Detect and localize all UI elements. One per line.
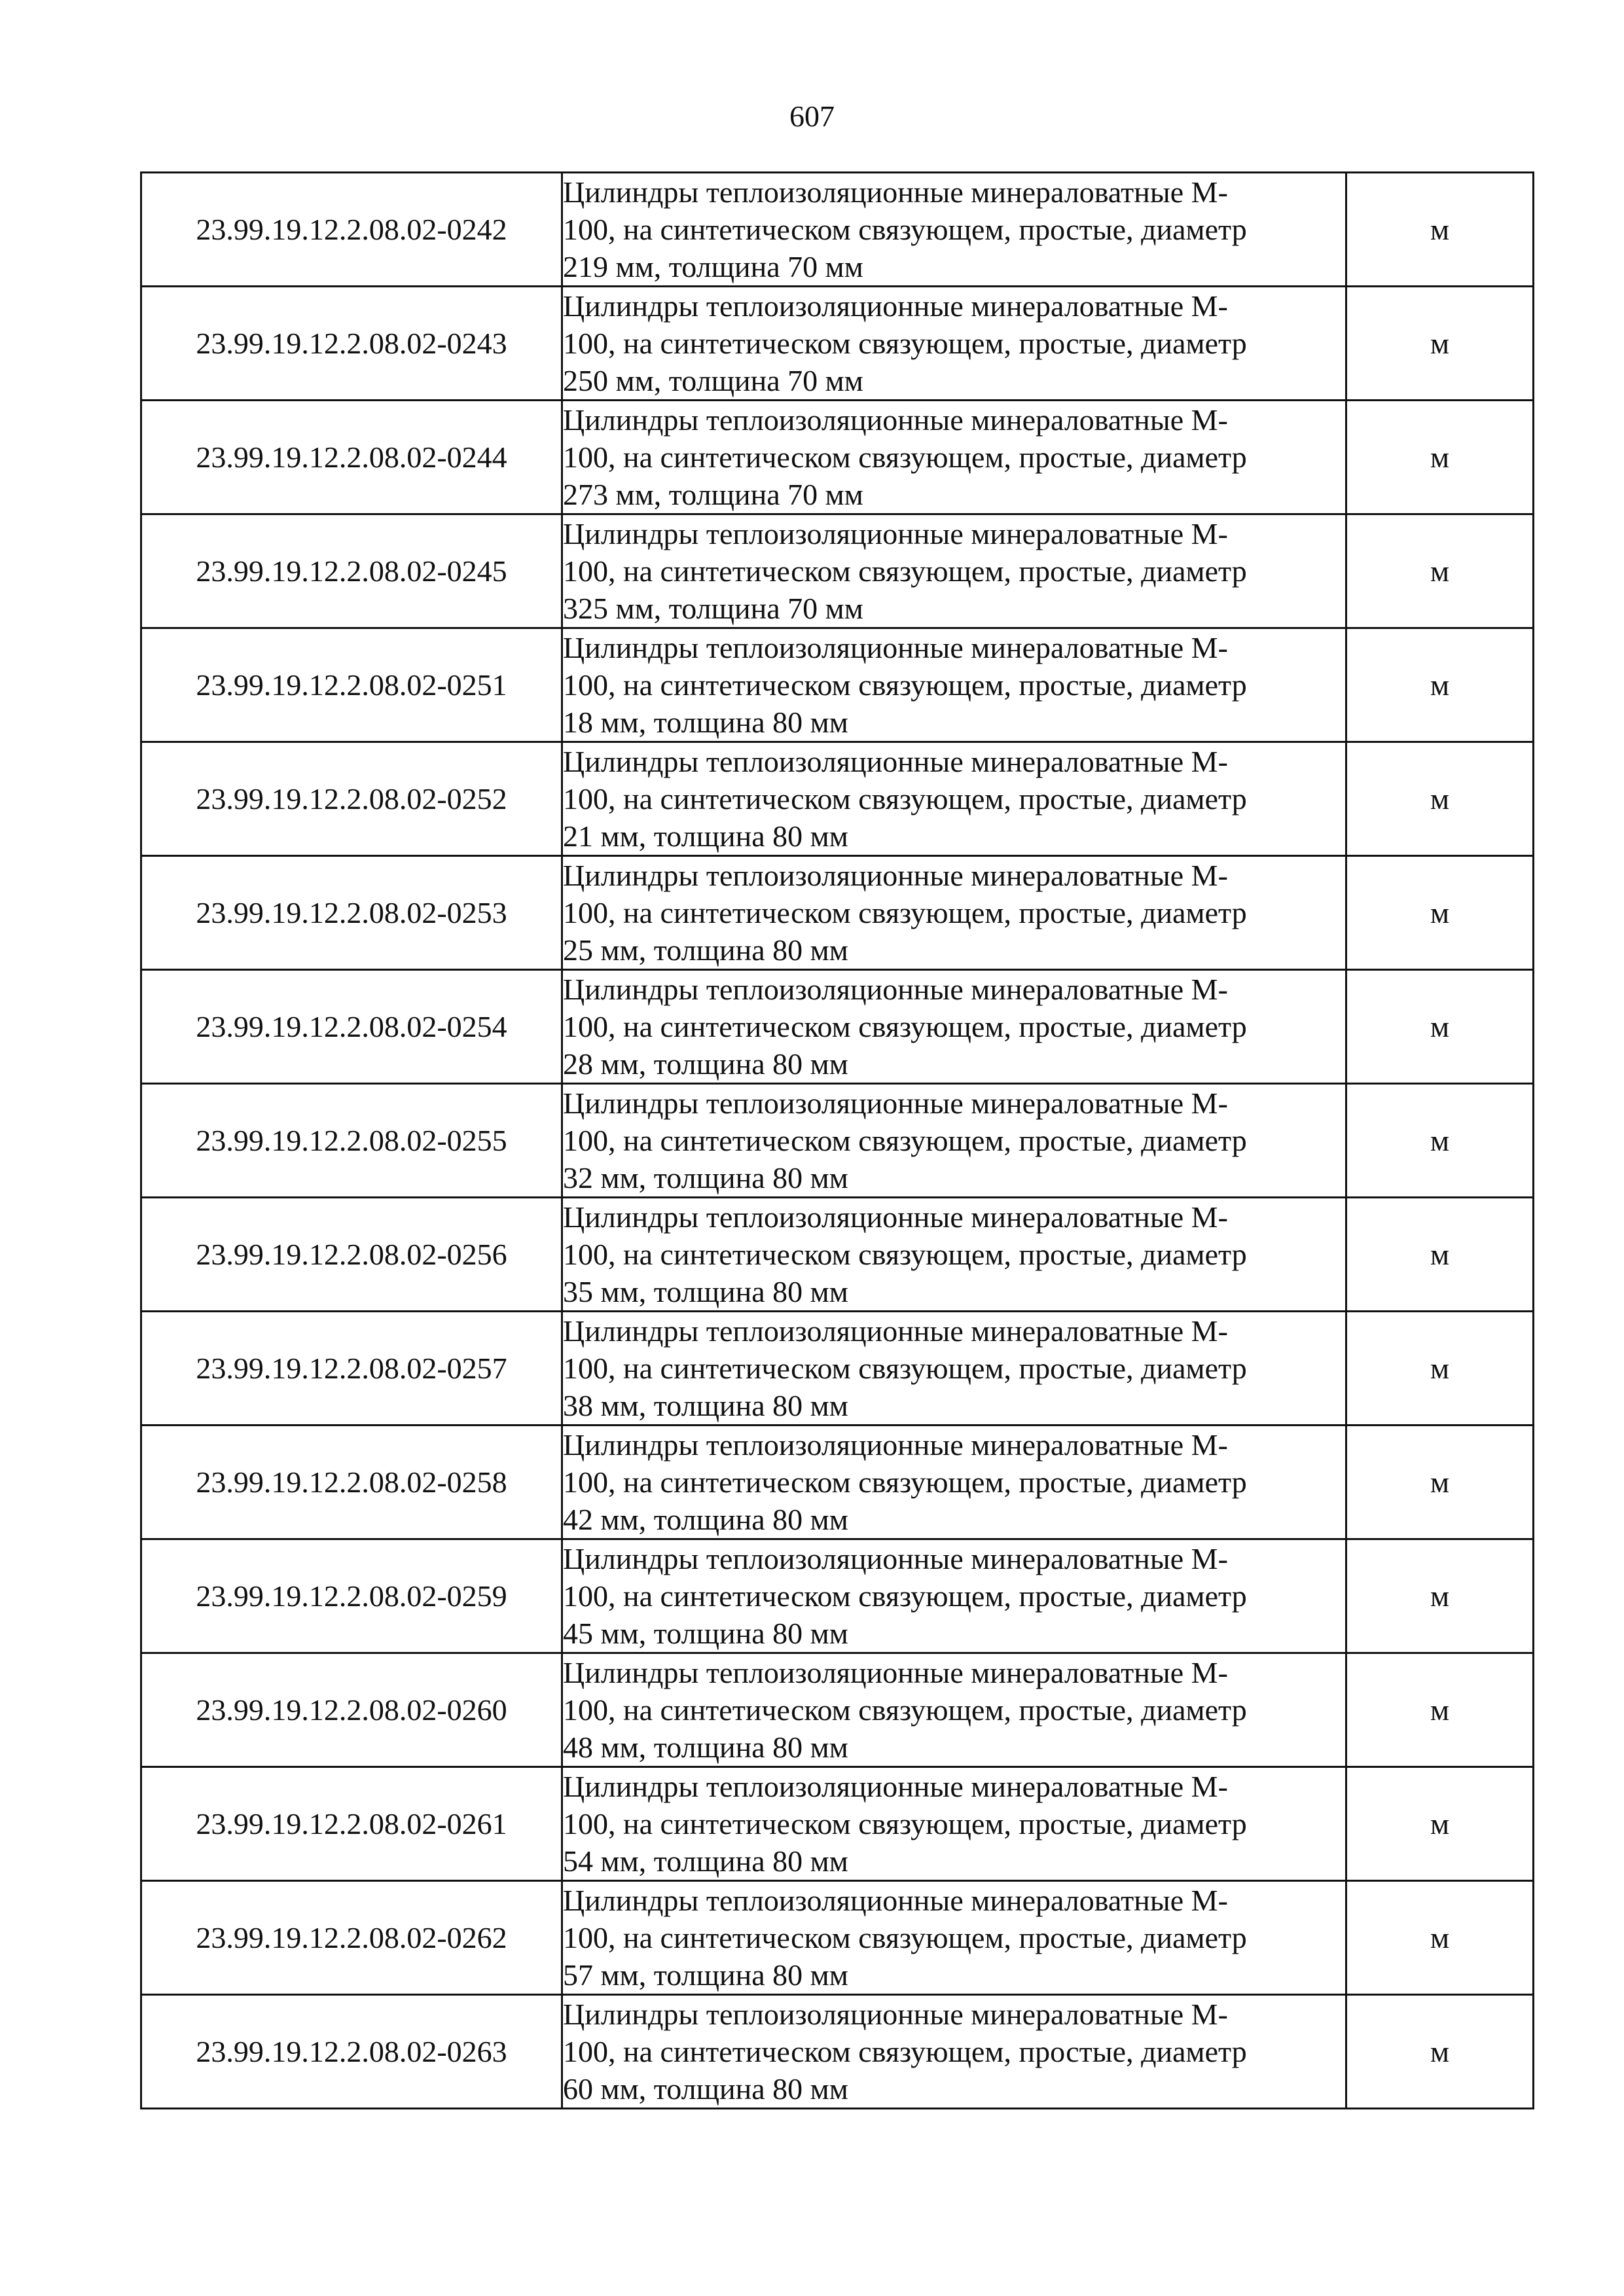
table-row <box>141 628 1534 742</box>
resource-description-cell <box>562 1653 1346 1767</box>
description-line: 100, на синтетическом связующем, простые, диаметр <box>563 1352 1247 1385</box>
description-line: 273 мм, толщина 70 мм <box>563 478 863 511</box>
description-line: Цилиндры теплоизоляционные минераловатные М- <box>563 1884 1228 1917</box>
description-line: 100, на синтетическом связующем, простые, диаметр <box>563 440 1247 474</box>
unit-cell: м <box>1346 1426 1534 1539</box>
description-line: Цилиндры теплоизоляционные минераловатные М- <box>563 1656 1228 1689</box>
description-line: 100, на синтетическом связующем, простые, диаметр <box>563 2035 1247 2068</box>
resource-description-cell <box>562 628 1346 742</box>
description-line: 100, на синтетическом связующем, простые, диаметр <box>563 1807 1247 1840</box>
description-line: 57 мм, толщина 80 мм <box>563 1958 848 1992</box>
unit-cell: м <box>1346 628 1534 742</box>
description-line: 100, на синтетическом связующем, простые, диаметр <box>563 668 1247 702</box>
resource-code-cell: 23.99.19.12.2.08.02-0255 <box>141 1084 562 1198</box>
description-line: 100, на синтетическом связующем, простые, диаметр <box>563 327 1247 360</box>
resource-code-cell: 23.99.19.12.2.08.02-0251 <box>141 628 562 742</box>
description-line: Цилиндры теплоизоляционные минераловатные М- <box>563 175 1228 209</box>
resource-code-cell: 23.99.19.12.2.08.02-0263 <box>141 1995 562 2109</box>
unit-cell: м <box>1346 856 1534 970</box>
unit-cell: м <box>1346 514 1534 628</box>
description-line: 45 мм, толщина 80 мм <box>563 1617 848 1650</box>
table-row <box>141 1426 1534 1539</box>
resource-code-cell: 23.99.19.12.2.08.02-0259 <box>141 1539 562 1653</box>
resource-code-cell: 23.99.19.12.2.08.02-0244 <box>141 401 562 514</box>
resource-code-cell: 23.99.19.12.2.08.02-0252 <box>141 742 562 856</box>
unit-cell: м <box>1346 1995 1534 2109</box>
table-row <box>141 514 1534 628</box>
description-line: Цилиндры теплоизоляционные минераловатные М- <box>563 745 1228 778</box>
resource-description-cell <box>562 173 1346 287</box>
resource-code-cell: 23.99.19.12.2.08.02-0243 <box>141 287 562 401</box>
unit-cell: м <box>1346 1881 1534 1995</box>
description-line: 18 мм, толщина 80 мм <box>563 706 848 739</box>
resource-code-cell: 23.99.19.12.2.08.02-0260 <box>141 1653 562 1767</box>
unit-cell: м <box>1346 1767 1534 1881</box>
description-line: 100, на синтетическом связующем, простые, диаметр <box>563 1579 1247 1613</box>
resource-description-cell <box>562 1312 1346 1426</box>
resource-description-cell <box>562 401 1346 514</box>
description-line: Цилиндры теплоизоляционные минераловатные М- <box>563 1998 1228 2031</box>
description-line: Цилиндры теплоизоляционные минераловатные М- <box>563 631 1228 664</box>
table-row <box>141 173 1534 287</box>
description-line: 48 мм, толщина 80 мм <box>563 1731 848 1764</box>
resource-code-cell: 23.99.19.12.2.08.02-0253 <box>141 856 562 970</box>
description-line: Цилиндры теплоизоляционные минераловатные М- <box>563 289 1228 323</box>
description-line: 25 мм, толщина 80 мм <box>563 933 848 967</box>
table-row <box>141 1995 1534 2109</box>
unit-cell: м <box>1346 970 1534 1084</box>
table-body <box>141 173 1534 2109</box>
description-line: 42 мм, толщина 80 мм <box>563 1503 848 1536</box>
description-line: 35 мм, толщина 80 мм <box>563 1275 848 1308</box>
description-line: 60 мм, толщина 80 мм <box>563 2072 848 2106</box>
description-line: 32 мм, толщина 80 мм <box>563 1161 848 1194</box>
resource-description-cell <box>562 1539 1346 1653</box>
table-row <box>141 1653 1534 1767</box>
resource-description-cell <box>562 1426 1346 1539</box>
description-line: Цилиндры теплоизоляционные минераловатные М- <box>563 1770 1228 1803</box>
resource-description-cell <box>562 1198 1346 1312</box>
resource-code-cell: 23.99.19.12.2.08.02-0261 <box>141 1767 562 1881</box>
resource-description-cell <box>562 1881 1346 1995</box>
description-line: 54 мм, толщина 80 мм <box>563 1844 848 1878</box>
table-row <box>141 856 1534 970</box>
description-line: Цилиндры теплоизоляционные минераловатные М- <box>563 403 1228 437</box>
description-line: 100, на синтетическом связующем, простые, диаметр <box>563 1010 1247 1043</box>
unit-cell: м <box>1346 173 1534 287</box>
description-line: 219 мм, толщина 70 мм <box>563 250 863 283</box>
description-line: 100, на синтетическом связующем, простые, диаметр <box>563 896 1247 929</box>
resource-code-cell: 23.99.19.12.2.08.02-0258 <box>141 1426 562 1539</box>
resource-code-cell: 23.99.19.12.2.08.02-0257 <box>141 1312 562 1426</box>
resource-description-cell <box>562 856 1346 970</box>
description-line: 21 мм, толщина 80 мм <box>563 819 848 853</box>
description-line: Цилиндры теплоизоляционные минераловатные М- <box>563 973 1228 1006</box>
unit-cell: м <box>1346 1084 1534 1198</box>
unit-cell: м <box>1346 742 1534 856</box>
table-row <box>141 1312 1534 1426</box>
description-line: Цилиндры теплоизоляционные минераловатные М- <box>563 1086 1228 1120</box>
table-row <box>141 287 1534 401</box>
description-line: Цилиндры теплоизоляционные минераловатные М- <box>563 517 1228 550</box>
table-row <box>141 1539 1534 1653</box>
resource-description-cell <box>562 1995 1346 2109</box>
resource-description-cell <box>562 287 1346 401</box>
description-line: Цилиндры теплоизоляционные минераловатные М- <box>563 1200 1228 1234</box>
description-line: 100, на синтетическом связующем, простые, диаметр <box>563 1124 1247 1157</box>
resource-description-cell <box>562 742 1346 856</box>
description-line: 100, на синтетическом связующем, простые, диаметр <box>563 1921 1247 1954</box>
unit-cell: м <box>1346 287 1534 401</box>
page-number: 607 <box>789 99 835 133</box>
description-line: 100, на синтетическом связующем, простые, диаметр <box>563 1465 1247 1499</box>
materials-table <box>140 171 1534 2109</box>
resource-description-cell <box>562 1767 1346 1881</box>
resource-code-cell: 23.99.19.12.2.08.02-0254 <box>141 970 562 1084</box>
table-row <box>141 1881 1534 1995</box>
resource-description-cell <box>562 1084 1346 1198</box>
unit-cell: м <box>1346 1653 1534 1767</box>
description-line: Цилиндры теплоизоляционные минераловатные М- <box>563 1542 1228 1575</box>
table-row <box>141 742 1534 856</box>
resource-code-cell: 23.99.19.12.2.08.02-0262 <box>141 1881 562 1995</box>
description-line: Цилиндры теплоизоляционные минераловатные М- <box>563 1428 1228 1462</box>
resource-description-cell <box>562 970 1346 1084</box>
description-line: 100, на синтетическом связующем, простые, диаметр <box>563 1693 1247 1727</box>
description-line: 28 мм, толщина 80 мм <box>563 1047 848 1081</box>
resource-code-cell: 23.99.19.12.2.08.02-0242 <box>141 173 562 287</box>
description-line: 100, на синтетическом связующем, простые, диаметр <box>563 782 1247 816</box>
description-line: 250 мм, толщина 70 мм <box>563 364 863 397</box>
description-line: 325 мм, толщина 70 мм <box>563 592 863 625</box>
table-row <box>141 1767 1534 1881</box>
table-row <box>141 1084 1534 1198</box>
unit-cell: м <box>1346 401 1534 514</box>
description-line: 38 мм, толщина 80 мм <box>563 1389 848 1422</box>
description-line: 100, на синтетическом связующем, простые, диаметр <box>563 554 1247 588</box>
unit-cell: м <box>1346 1198 1534 1312</box>
resource-code-cell: 23.99.19.12.2.08.02-0256 <box>141 1198 562 1312</box>
description-line: Цилиндры теплоизоляционные минераловатные М- <box>563 1314 1228 1348</box>
table-row <box>141 401 1534 514</box>
unit-cell: м <box>1346 1539 1534 1653</box>
description-line: Цилиндры теплоизоляционные минераловатные М- <box>563 859 1228 892</box>
table-row <box>141 970 1534 1084</box>
table-row <box>141 1198 1534 1312</box>
description-line: 100, на синтетическом связующем, простые, диаметр <box>563 213 1247 246</box>
unit-cell: м <box>1346 1312 1534 1426</box>
resource-code-cell: 23.99.19.12.2.08.02-0245 <box>141 514 562 628</box>
description-line: 100, на синтетическом связующем, простые, диаметр <box>563 1238 1247 1271</box>
resource-description-cell <box>562 514 1346 628</box>
